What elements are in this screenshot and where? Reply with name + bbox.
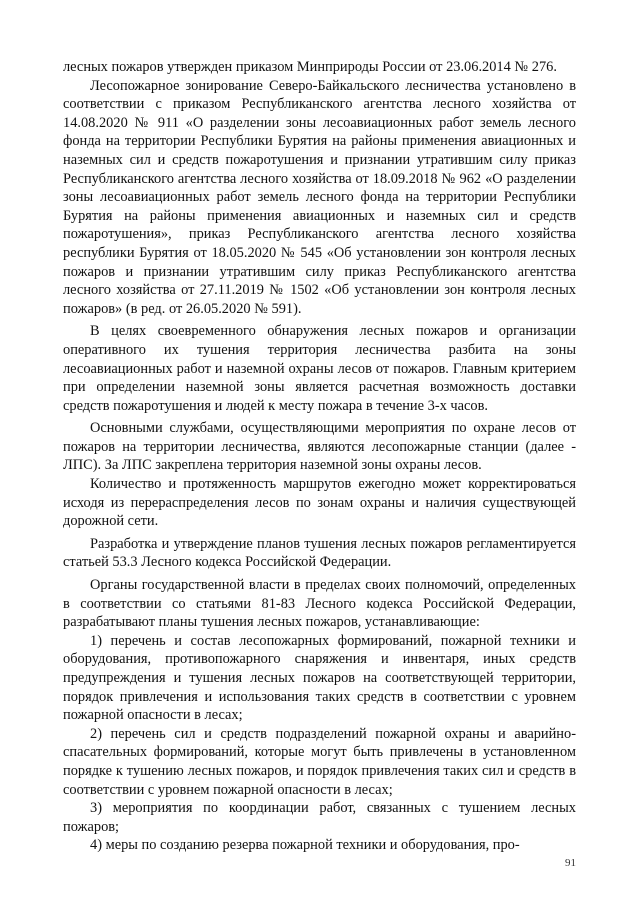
list-item-3: 3) мероприятия по координации работ, связанных с тушением лесных пожаров; [63, 800, 576, 835]
list-item-2: 2) перечень сил и средств подразделений пожарной охраны и аварийно-спасательных формирований, которые могут быть привлечены в установленном порядке к тушению лесных пожаров, и порядок привлечения таких сил и средств в соответствии с уровнем пожарной опасности в лесах; [63, 725, 576, 798]
paragraph-detection-zones: В целях своевременного обнаружения лесных пожаров и организации оперативного их тушения территория лесничества разбита на зоны лесоавиационных работ и наземной охраны лесов от пожаров. Главным критерием при определении наземной зоны является расчетная возможность доставки средств пожаротушения и людей к месту пожара в течение 3-х часов. [63, 323, 576, 414]
paragraph-authorities: Органы государственной власти в пределах своих полномочий, определенных в соответствии со статьями 81-83 Лесного кодекса Российской Федерации, разрабатывают планы тушения лесных пожаров, устанавливающие: [63, 577, 576, 631]
paragraph-routes: Количество и протяженность маршрутов ежегодно может корректироваться исходя из перераспределения лесов по зонам охраны и наличия существующей дорожной сети. [63, 476, 576, 530]
paragraph-planning-regulation: Разработка и утверждение планов тушения лесных пожаров регламентируется статьей 53.3 Лесного кодекса Российской Федерации. [63, 535, 576, 571]
paragraph-fire-stations: Основными службами, осуществляющими мероприятия по охране лесов от пожаров на территории лесничества, являются лесопожарные станции (далее - ЛПС). За ЛПС закреплена территория наземной зоны охраны лесов. [63, 420, 576, 474]
paragraph-fire-zoning: Лесопожарное зонирование Северо-Байкальского лесничества установлено в соответствии с приказом Республиканского агентства лесного хозяйства от 14.08.2020 № 911 «О разделении зоны лесоавиационных работ земель лесного фонда на территории Республики Бурятия на районы применения авиационных и наземных сил и средств пожаротушения и признании утратившим силу приказ Республиканского агентства лесного хозяйства от 18.09.2018 № 962 «О разделении зоны лесоавиационных работ земель лесного фонда на территории Республики Бурятия на районы применения авиационных и наземных сил и средств пожаротушения», приказ Республиканского агентства лесного хозяйства республики Бурятия от 18.05.2020 № 545 «Об установлении зон контроля лесных пожаров и признании утратившим силу приказ Республиканского агентства лесного хозяйства от 27.11.2019 № 1502 «Об установлении зон контроля лесных пожаров» (в ред. от 26.05.2020 № 591). [63, 77, 576, 317]
document-page [63, 58, 576, 855]
list-item-1: 1) перечень и состав лесопожарных формирований, пожарной техники и оборудования, противопожарного снаряжения и инвентаря, иных средств предупреждения и тушения лесных пожаров на соответствующей территории, порядок привлечения и использования таких средств в соответствии с уровнем пожарной опасности в лесах; [63, 632, 576, 724]
paragraph-continuation: лесных пожаров утвержден приказом Минприроды России от 23.06.2014 № 276. [63, 59, 557, 75]
page-number: 91 [565, 857, 576, 869]
list-item-4: 4) меры по созданию резерва пожарной техники и оборудования, про- [90, 837, 520, 854]
